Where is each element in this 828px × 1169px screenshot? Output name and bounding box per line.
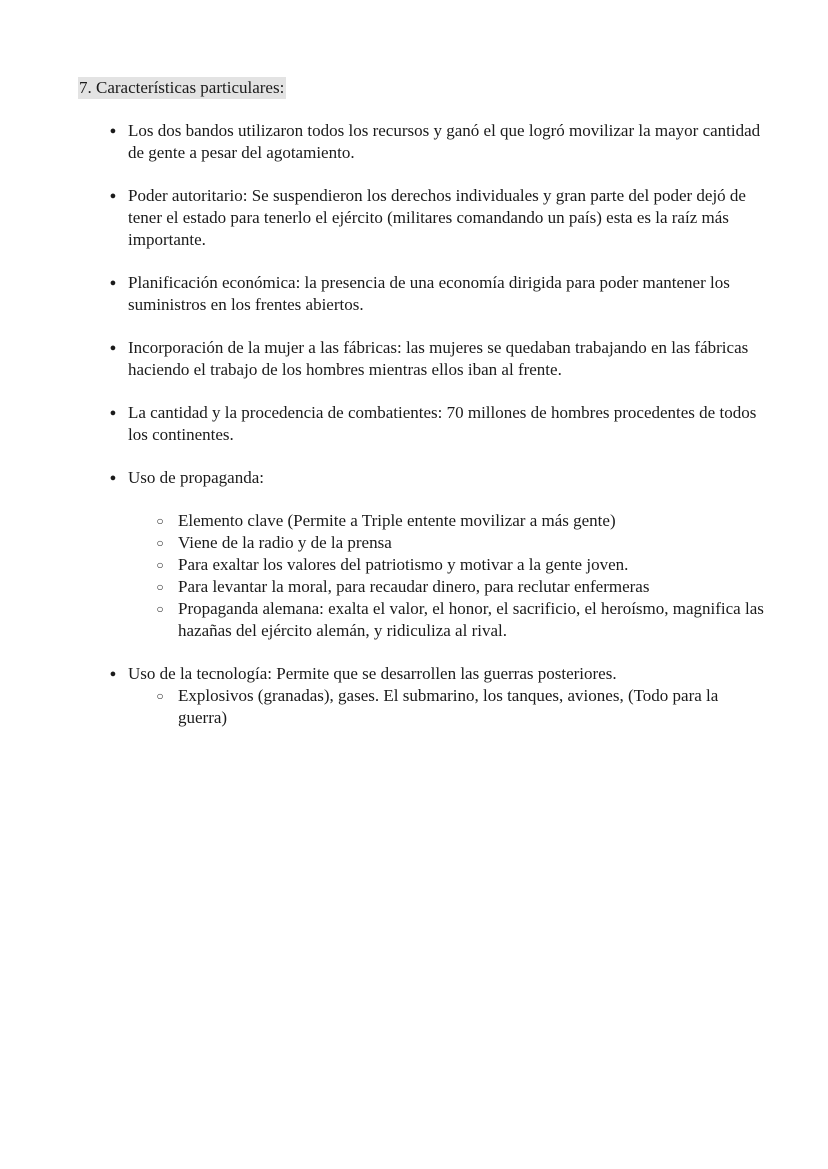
sub-list-item-text: Para exaltar los valores del patriotismo y motivar a la gente joven. <box>178 555 629 574</box>
sub-list-item <box>128 685 768 729</box>
bullet-icon: ● <box>109 342 117 354</box>
sub-list-item-text: Viene de la radio y de la prensa <box>178 533 392 552</box>
sub-bullet-icon: ○ <box>156 536 164 550</box>
list-item <box>78 185 768 251</box>
sub-bullet-icon: ○ <box>156 602 164 616</box>
list-item <box>78 272 768 316</box>
section-heading: 7. Características particulares: <box>79 78 285 97</box>
sub-list-item-text: Para levantar la moral, para recaudar dinero, para reclutar enfermeras <box>178 577 650 596</box>
list-item-text: Uso de propaganda: <box>128 468 264 487</box>
bullet-icon: ● <box>109 668 117 680</box>
sub-bullet-icon: ○ <box>156 580 164 594</box>
sub-list-item-text: Explosivos (granadas), gases. El submarino, los tanques, aviones, (Todo para la guerra) <box>178 686 719 727</box>
sub-list-item <box>128 510 768 532</box>
sub-bullet-icon: ○ <box>156 558 164 572</box>
sub-list-item-text: Propaganda alemana: exalta el valor, el honor, el sacrificio, el heroísmo, magnifica las hazañas del ejército alemán, y ridiculiza al rival. <box>178 599 764 640</box>
sub-list-item-text: Elemento clave (Permite a Triple entente movilizar a más gente) <box>178 511 616 530</box>
list-item-technology <box>78 663 768 729</box>
sub-bullet-icon: ○ <box>156 514 164 528</box>
list-item-text: Incorporación de la mujer a las fábricas: las mujeres se quedaban trabajando en las fábricas haciendo el trabajo de los hombres mientras ellos iban al frente. <box>128 338 749 379</box>
sub-list-item <box>128 598 768 642</box>
list-item <box>78 120 768 164</box>
list-item-text: Poder autoritario: Se suspendieron los derechos individuales y gran parte del poder dejó de tener el estado para tenerlo el ejército (militares comandando un país) esta es la raíz más importante. <box>128 186 746 249</box>
list-item-text: La cantidad y la procedencia de combatientes: 70 millones de hombres procedentes de todos los continentes. <box>128 403 757 444</box>
sub-list-item <box>128 532 768 554</box>
list-item-text: Uso de la tecnología: Permite que se desarrollen las guerras posteriores. <box>128 664 617 683</box>
bullet-icon: ● <box>109 190 117 202</box>
technology-sublist <box>128 685 768 729</box>
characteristics-list <box>78 120 768 750</box>
list-item-propaganda <box>78 467 768 642</box>
bullet-icon: ● <box>109 407 117 419</box>
bullet-icon: ● <box>109 125 117 137</box>
list-item <box>78 337 768 381</box>
sub-bullet-icon: ○ <box>156 689 164 703</box>
sub-list-item <box>128 554 768 576</box>
propaganda-sublist <box>128 510 768 642</box>
bullet-icon: ● <box>109 472 117 484</box>
list-item-text: Los dos bandos utilizaron todos los recursos y ganó el que logró movilizar la mayor cantidad de gente a pesar del agotamiento. <box>128 121 761 162</box>
bullet-icon: ● <box>109 277 117 289</box>
sub-list-item <box>128 576 768 598</box>
list-item <box>78 402 768 446</box>
list-item-text: Planificación económica: la presencia de una economía dirigida para poder mantener los suministros en los frentes abiertos. <box>128 273 730 314</box>
